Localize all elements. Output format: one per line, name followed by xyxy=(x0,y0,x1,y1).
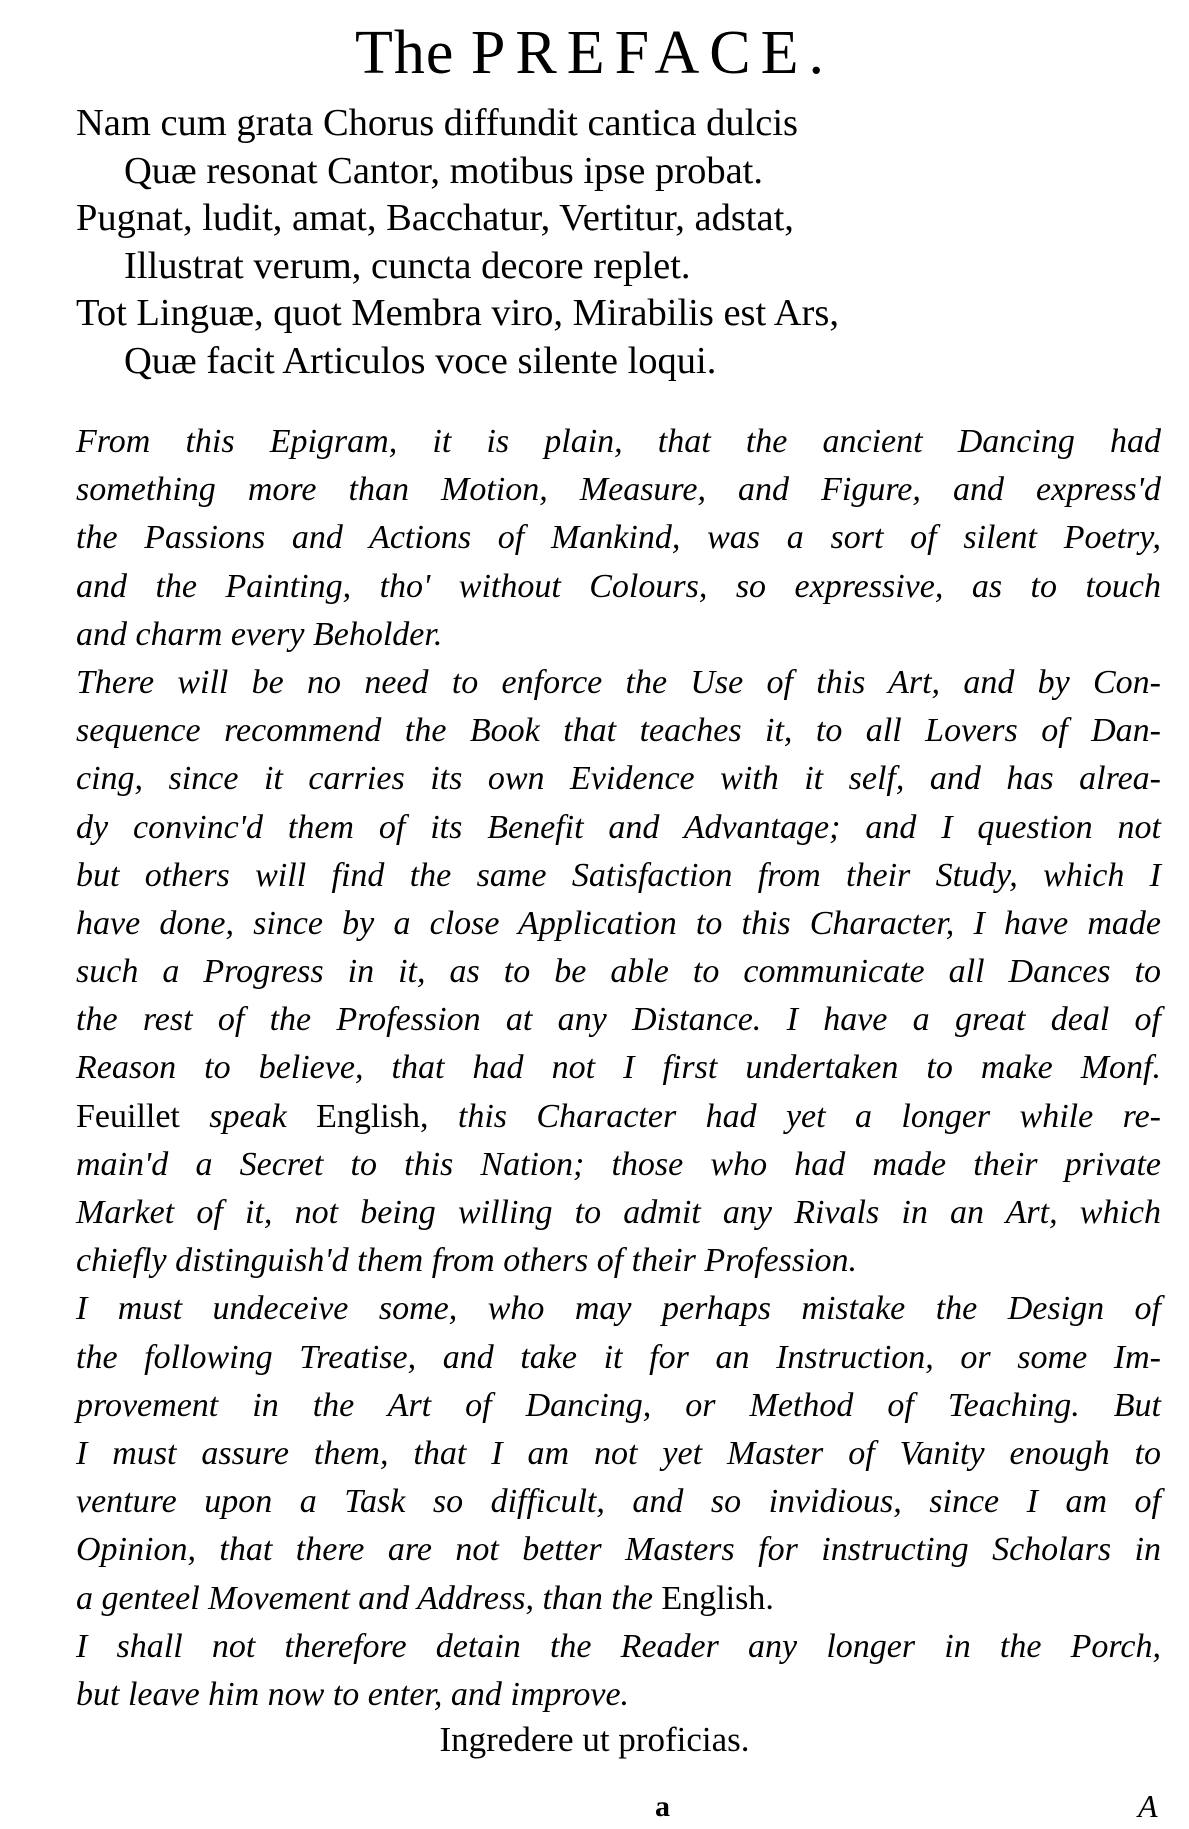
italic-text-segment: chiefly distinguish'd them from others of their Profession. xyxy=(76,1242,858,1280)
preface-body xyxy=(76,418,1161,1719)
roman-text-segment: English, xyxy=(316,1097,429,1135)
italic-text-segment: Market of it, not being willing to admit any Rivals in an Art, which xyxy=(76,1194,1161,1231)
italic-text-segment: provement in the Art of Dancing, or Method of Teaching. But xyxy=(76,1386,1161,1424)
italic-text-segment: this Character had yet a longer while re- xyxy=(428,1097,1161,1135)
italic-text-segment: Reason to believe, that had not I first undertaken to make Monf. xyxy=(76,1049,1161,1087)
italic-text-segment: such a Progress in it, as to be able to communicate all Dances to xyxy=(76,953,1161,991)
text-line xyxy=(76,418,1161,466)
verse-line: Pugnat, ludit, amat, Bacchatur, Vertitur, adstat, xyxy=(76,197,794,239)
latin-epigram xyxy=(76,100,1136,385)
roman-text-segment: Feuillet xyxy=(76,1097,180,1135)
title-prefix: The xyxy=(355,19,455,87)
text-line xyxy=(76,1093,1161,1141)
text-line xyxy=(76,996,1161,1044)
signature-mark: a xyxy=(655,1790,670,1823)
italic-text-segment: the rest of the Profession at any Distance. I have a great deal of xyxy=(76,1001,1161,1039)
italic-text-segment: speak xyxy=(179,1097,317,1135)
italic-text-segment: venture upon a Task so difficult, and so invidious, since I am of xyxy=(76,1483,1161,1521)
text-line xyxy=(76,1575,1161,1623)
text-line xyxy=(76,466,1161,514)
italic-text-segment: and charm every Beholder. xyxy=(76,615,443,653)
text-line xyxy=(76,1382,1161,1430)
italic-text-segment: but others will find the same Satisfaction from their Study, which I xyxy=(76,856,1161,894)
italic-text-segment: the Passions and Actions of Mankind, was a sort of silent Poetry, xyxy=(76,519,1161,557)
text-line xyxy=(76,659,1161,707)
text-line xyxy=(76,514,1161,562)
italic-text-segment: I shall not therefore detain the Reader any longer in the Porch, xyxy=(76,1627,1161,1665)
verse-line: Illustrat verum, cuncta decore replet. xyxy=(124,244,691,287)
italic-text-segment: the following Treatise, and take it for an Instruction, or some Im- xyxy=(76,1338,1161,1376)
text-line xyxy=(76,804,1161,852)
verse-line: Quæ facit Articulos voce silente loqui. xyxy=(124,339,717,382)
verse-line: Nam cum grata Chorus diffundit cantica dulcis xyxy=(76,102,799,144)
text-line xyxy=(76,755,1161,803)
closing-line: Ingredere ut proficias. xyxy=(439,1720,750,1759)
verse-line: Quæ resonat Cantor, motibus ipse probat. xyxy=(124,149,763,192)
text-line xyxy=(76,611,1161,659)
italic-text-segment: cing, since it carries its own Evidence with it self, and has alrea- xyxy=(76,760,1161,798)
italic-text-segment: There will be no need to enforce the Use of this Art, and by Con- xyxy=(76,663,1161,701)
title-word: PREFACE. xyxy=(470,19,834,87)
text-line xyxy=(76,1430,1161,1478)
text-line xyxy=(76,1237,1161,1285)
italic-text-segment: I must assure them, that I am not yet Master of Vanity enough to xyxy=(76,1434,1161,1472)
text-line xyxy=(76,1141,1161,1189)
text-line xyxy=(76,563,1161,611)
text-line xyxy=(76,1334,1161,1382)
italic-text-segment: sequence recommend the Book that teaches it, to all Lovers of Dan- xyxy=(76,712,1161,750)
italic-text-segment: have done, since by a close Application to this Character, I have made xyxy=(76,904,1161,942)
italic-text-segment: something more than Motion, Measure, and Figure, and express'd xyxy=(76,471,1161,509)
catchword: A xyxy=(1138,1788,1158,1824)
text-line xyxy=(76,948,1161,996)
roman-text-segment: English. xyxy=(661,1579,774,1617)
italic-text-segment: I must undeceive some, who may perhaps mistake the Design of xyxy=(76,1290,1161,1328)
verse-line: Tot Linguæ, quot Membra viro, Mirabilis est Ars, xyxy=(76,292,839,334)
text-line xyxy=(76,1623,1161,1671)
italic-text-segment: From this Epigram, it is plain, that the ancient Dancing had xyxy=(76,423,1161,460)
italic-text-segment: main'd a Secret to this Nation; those who had made their private xyxy=(76,1145,1161,1183)
text-line xyxy=(76,707,1161,755)
text-line xyxy=(76,1285,1161,1333)
text-line xyxy=(76,1671,1161,1719)
italic-text-segment: and the Painting, tho' without Colours, so expressive, as to touch xyxy=(76,567,1161,605)
text-line xyxy=(76,1478,1161,1526)
text-line xyxy=(76,1044,1161,1092)
text-line xyxy=(76,1526,1161,1574)
italic-text-segment: dy convinc'd them of its Benefit and Advantage; and I question not xyxy=(76,808,1161,846)
page-title xyxy=(0,19,1189,87)
text-line xyxy=(76,852,1161,900)
italic-text-segment: a genteel Movement and Address, than the xyxy=(76,1579,662,1617)
italic-text-segment: but leave him now to enter, and improve. xyxy=(76,1675,630,1713)
text-line xyxy=(76,900,1161,948)
italic-text-segment: Opinion, that there are not better Masters for instructing Scholars in xyxy=(76,1531,1161,1569)
text-line xyxy=(76,1189,1161,1237)
